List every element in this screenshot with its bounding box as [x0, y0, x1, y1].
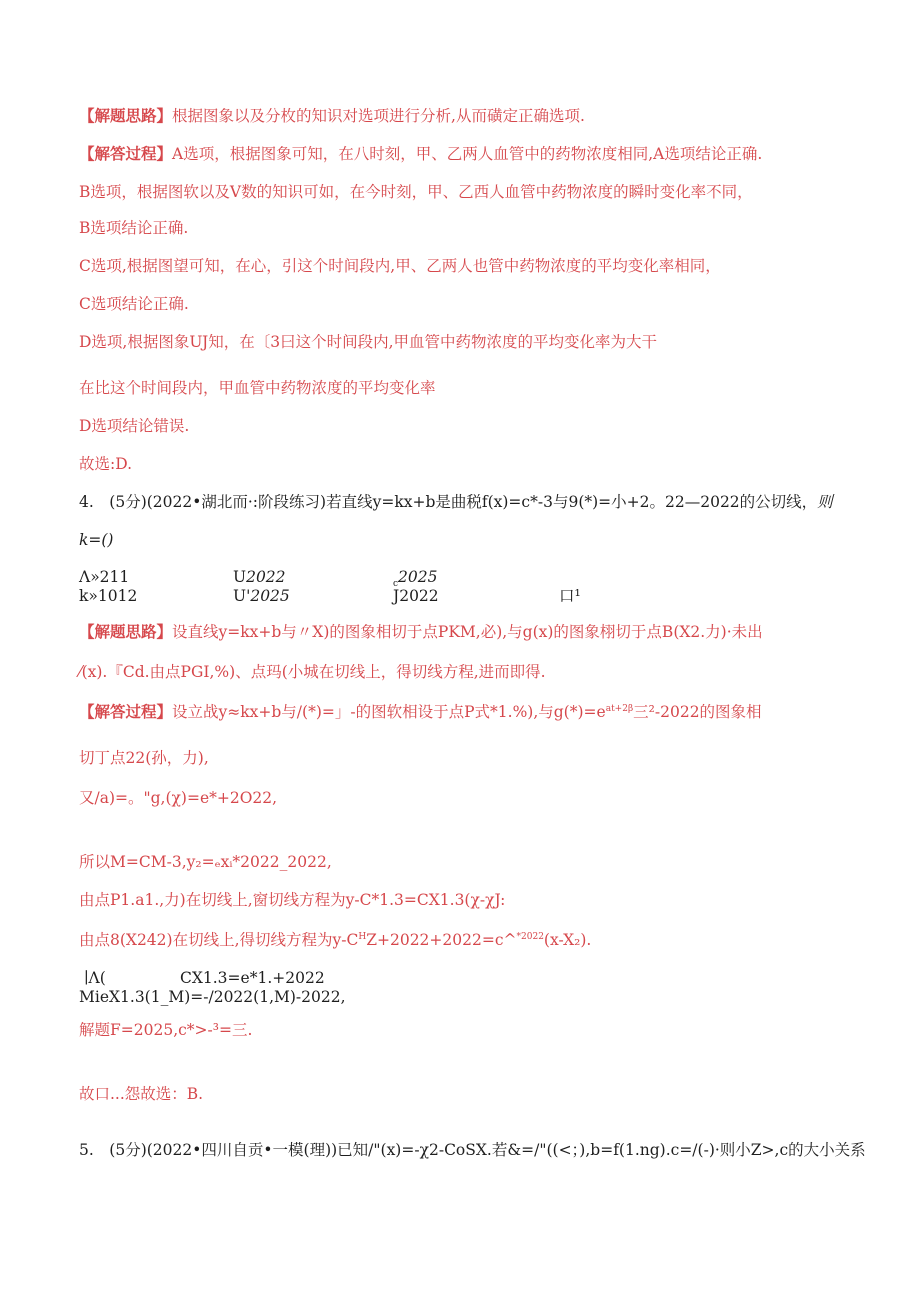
- question-4-stem: [79, 492, 833, 512]
- q4-solution-idea-cont: ⁄(x).『Cd.由点PGI,%)、点玛(小城在切线上，得切线方程,进而即得.: [79, 663, 546, 681]
- option-b: U2022: [233, 568, 286, 586]
- option-f: J2022: [393, 587, 439, 605]
- q4-derivative: 又/a)=。"g,(χ)=e*+2O22,: [79, 789, 278, 807]
- text-answer-d: 故选:D.: [79, 455, 133, 473]
- q4-solve: 解题F=2025,c*>-³=三.: [79, 1021, 253, 1039]
- option-e: U'2025: [233, 587, 290, 605]
- text-option-a: A选项，根据图象可知，在八时刻，甲、乙两人血管中的药物浓度相同,A选项结论正确.: [172, 145, 763, 163]
- q4-system-line-1-right: CX1.3=e*1.+2022: [180, 969, 325, 987]
- question-5-stem: 5. (5分)(2022•四川自贡•一模(理))已知/"(x)=-χ2-CoSX.若&=/"((<；),b=f(1.ng).c=/(-)·则小Z>,c的大小关系: [79, 1141, 866, 1159]
- label-answer-process: 【解答过程】: [79, 144, 173, 163]
- text-option-b: B选项，根据图软以及V数的知识可如，在今时刻，甲、乙西人血管中药物浓度的瞬时变化率不同，: [79, 183, 753, 201]
- q4-therefore: 所以M=CM-3,y₂=ₑxᵢ*2022_2022,: [79, 853, 332, 871]
- text-q4-solution-idea: 设直线y=kx+b与〃X)的图象相切于点PKM,必),与g(x)的图象栩切于点B(X2.力)·未出: [172, 623, 763, 641]
- q4-tangent-line-1: 由点P1.a1.,力)在切线上,窗切线方程为y-C*1.3=CX1.3(χ-χJ:: [79, 891, 506, 909]
- text-option-c: C选项,根据图望可知，在心，引这个时间段内,甲、乙两人也管中药物浓度的平均变化率相同，: [79, 257, 721, 275]
- line-answer-process: [79, 144, 762, 164]
- text-option-b-conclusion: B选项结论正确.: [79, 219, 189, 237]
- option-c: $_c$2025: [393, 568, 438, 590]
- q4-tangent-point: 切丁点22(孙，力),: [79, 749, 209, 767]
- option-d: k»1012: [79, 587, 138, 605]
- text-option-c-conclusion: C选项结论正确.: [79, 295, 189, 313]
- text-option-d-conclusion: D选项结论错误.: [79, 417, 190, 435]
- q4-system-line-2: MieX1.3(1_M)=-/2022(1,M)-2022,: [79, 988, 346, 1006]
- line-solution-idea: [79, 106, 585, 126]
- q4-tangent-line-2: 由点8(X242)在切线上,得切线方程为$y-C^HZ+2022+2022=c\^{}^{*2022}(x-X_2)$.: [79, 931, 592, 949]
- q4-solution-idea: [79, 622, 763, 642]
- text-option-d: D选项,根据图象UJ知，在〔3曰这个时间段内,甲血管中药物浓度的平均变化率为大干: [79, 333, 658, 351]
- question-4-text: 4. (5分)(2022•湖北而·:阶段练习)若直线y=kx+b是曲税f(x)=c*-3与9(*)=小+2。22—2022的公切线，: [79, 493, 818, 511]
- question-4-text-end: 则: [817, 493, 833, 511]
- text-option-d-cont: 在比这个时间段内，甲血管中药物浓度的平均变化率: [79, 379, 436, 397]
- label-q4-answer-process: 【解答过程】: [79, 702, 173, 721]
- label-solution-idea: 【解题思路】: [79, 106, 173, 125]
- text-solution-idea: 根据图象以及分枚的知识对选项进行分析,从而磺定正确选项.: [172, 107, 585, 125]
- option-g: 口¹: [559, 587, 581, 605]
- label-q4-solution-idea: 【解题思路】: [79, 622, 173, 641]
- q4-answer: 故口...怨故选：B.: [79, 1085, 204, 1103]
- option-a: Λ»211: [79, 568, 130, 586]
- question-4-stem-2: k=(): [79, 531, 114, 549]
- q4-system-line-1-left: ∣Λ(: [84, 969, 106, 987]
- q4-answer-process: 【解答过程】设立战y≈kx+b与/(*)=」-的图软相设于点P式*1.%),与$g(*)=e^{at+2\beta}$三²-2022的图象相: [79, 702, 762, 721]
